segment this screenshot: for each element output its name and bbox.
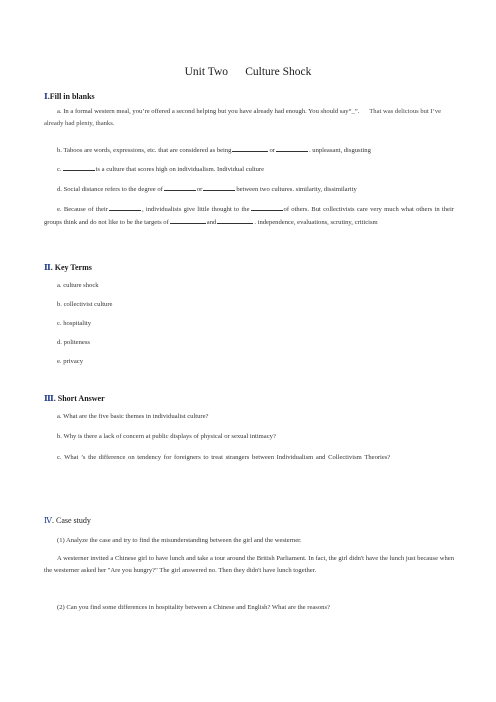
short-answer-a: a. What are the five basic themes in individualist culture? [57,413,209,420]
question-1e-text-2: , individualists give little thought to the [141,206,250,213]
question-1d-or: or [196,186,203,193]
short-answer-b: b. Why is there a lack of concern at public displays of physical or sexual intimacy? [57,433,276,440]
section-1-number: Ⅰ [44,92,48,101]
page-title [0,66,496,78]
section-4-title: . Case study [52,516,91,525]
question-1b-text: b. Taboos are words, expressions, etc. that are considered as being [57,147,232,154]
section-3-heading [44,393,105,403]
blank-line [251,203,283,211]
question-1d-answer: between two cultures. similarity, dissimilarity [236,186,357,193]
question-1e-text-3: of others. But collectivists care very much what others in their groups think and do not like to be the targets of [44,206,454,226]
question-1a-text: a. In a formal western meal, you’re offered a second helping but you have already had enough. You should say“_”. [57,108,360,115]
question-1b [44,144,454,157]
blank-line [203,183,235,191]
question-1c-label: c. [57,166,62,173]
question-1e [44,203,454,228]
question-1b-answer: . unpleasant, disgusting [308,147,371,154]
key-term-item: c. hospitality [57,320,92,327]
blank-line [217,216,253,224]
section-2-heading [44,262,92,272]
unit-label: Unit Two [184,66,228,78]
blank-line [164,183,196,191]
blank-line [276,144,308,152]
question-1b-or: or [269,147,275,154]
question-1e-and: and [206,218,217,226]
section-3-number: Ⅲ [44,394,54,403]
question-1a [44,106,454,129]
key-term-item: a. culture shock [57,282,99,289]
question-1e-answer: . independence, evaluations, scrutiny, criticism [254,218,378,226]
short-answer-c: c. What ’s the difference on tendency for foreigners to treat strangers between Individualism and Collectivism Theories? [57,454,391,461]
section-3-title: . Short Answer [53,394,105,403]
section-4-number: Ⅳ [44,516,52,525]
question-1a-answer: That was delicious but I’ve already had plenty, thanks. [44,108,442,127]
case-question-2: (2) Can you find some differences in hospitality between a Chinese and English? What are the reasons? [57,604,330,611]
question-1d-text: d. Social distance refers to the degree of [57,186,163,193]
section-2-title: . Key Terms [50,263,92,272]
section-1-title: .Fill in blanks [47,92,95,101]
question-1c [44,163,454,176]
key-term-item: d. politeness [57,339,90,346]
question-1d [44,183,454,196]
question-1c-text: is a culture that scores high on individualism. Individual culture [95,166,265,173]
case-text: A westerner invited a Chinese girl to have lunch and take a tour around the British Parliament. In fact, the girl didn't have the lunch just because when the westerner asked her "Are you hungry?" The girl answered no. Then they didn't have lunch together. [44,555,454,574]
question-1e-text-1: e. Because of their [57,206,108,213]
blank-line [63,163,95,171]
blank-line [109,203,141,211]
key-term-item: b. collectivist culture [57,301,113,308]
key-term-item: e. privacy [57,358,83,365]
case-question-1: (1) Analyze the case and try to find the misunderstanding between the girl and the westerner. [57,537,302,544]
blank-line [170,216,206,224]
blank-line [232,144,268,152]
section-1-heading [44,91,95,101]
section-2-number: Ⅱ [44,263,51,272]
section-4-heading [44,516,91,525]
unit-name: Culture Shock [245,66,312,78]
